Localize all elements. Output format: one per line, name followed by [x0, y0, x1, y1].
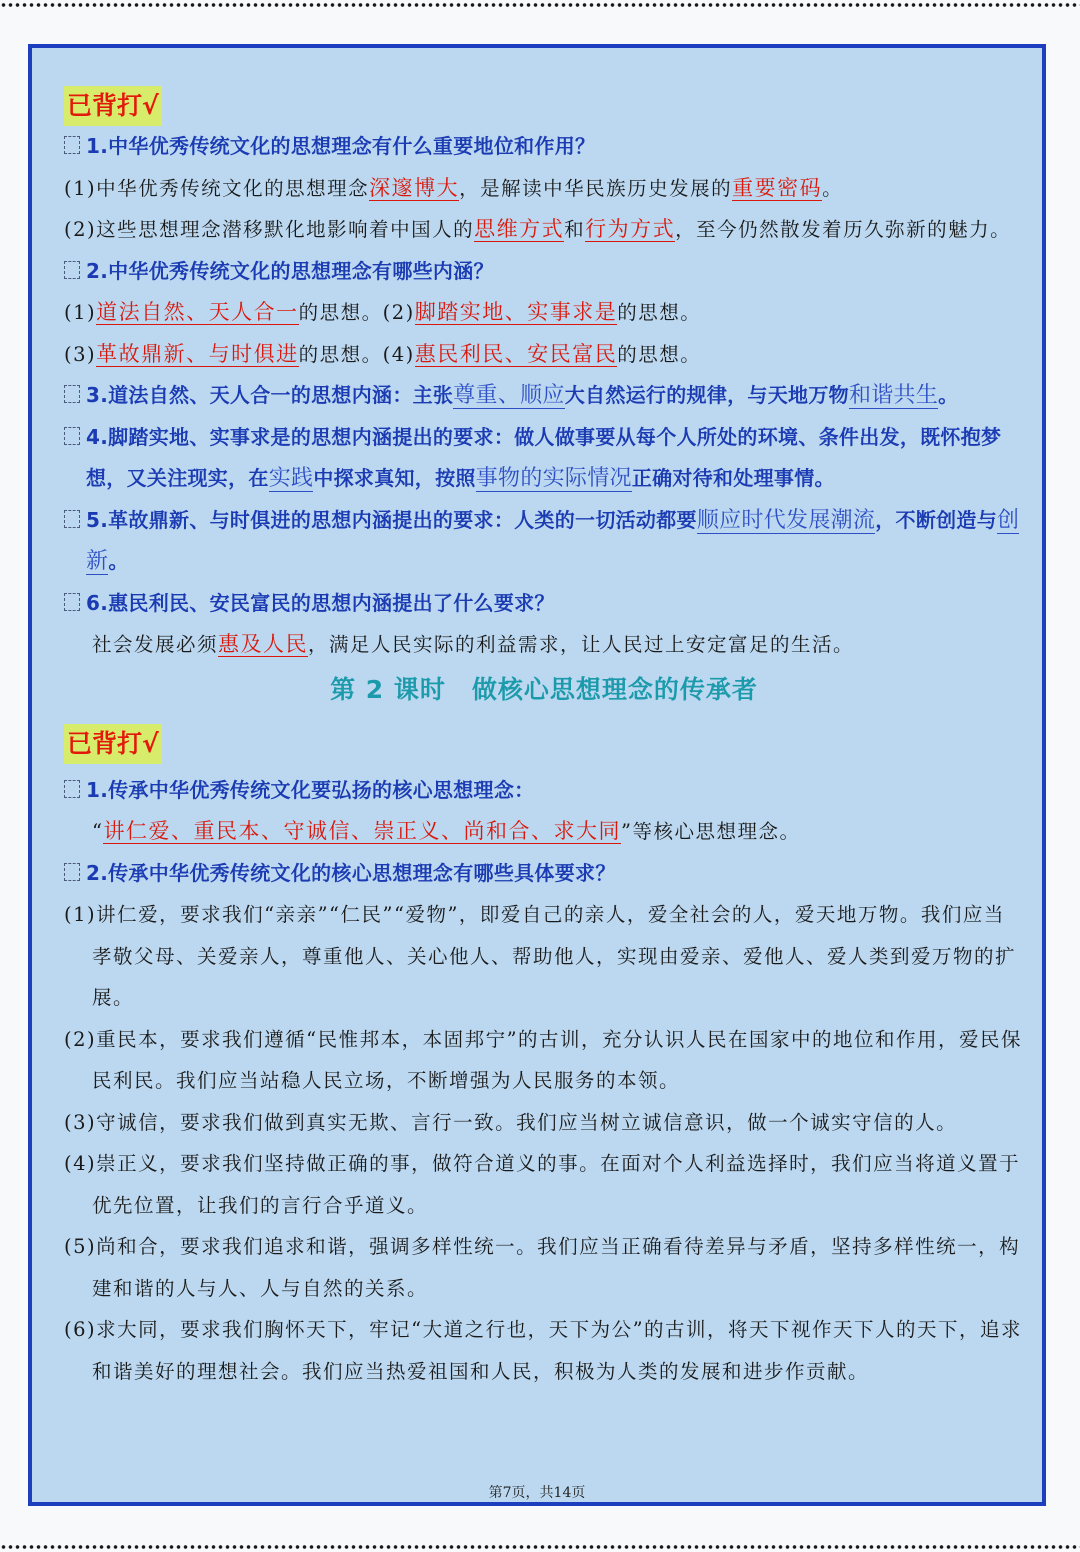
keyword: 创新 — [86, 507, 1020, 574]
question-5: 5.革故鼎新、与时俱进的思想内涵提出的要求：人类的一切活动都要顺应时代发展潮流，不断创造与创新。 — [64, 500, 1024, 583]
checkbox-icon[interactable] — [64, 863, 80, 881]
checkbox-icon[interactable] — [64, 385, 80, 403]
memorized-tag: 已背打√ — [64, 724, 162, 764]
page-frame — [28, 44, 1046, 1506]
keyword: 革故鼎新、与时俱进 — [96, 341, 299, 366]
lesson2-question-1: 1.传承中华优秀传统文化要弘扬的核心思想理念： — [64, 770, 1024, 812]
keyword: 思维方式 — [474, 217, 565, 241]
checkbox-icon[interactable] — [64, 261, 80, 279]
checkbox-icon[interactable] — [64, 593, 80, 611]
keyword: 实践 — [268, 466, 314, 491]
page-content — [64, 82, 1024, 1392]
requirement-item: (4)崇正义，要求我们坚持做正确的事，做符合道义的事。在面对个人利益选择时，我们应当将道义置于优先位置，让我们的言行合乎道义。 — [64, 1152, 1021, 1217]
question-4: 4.脚踏实地、实事求是的思想内涵提出的要求：做人做事要从每个人所处的环境、条件出发，既怀抱梦想，又关注现实，在实践中探求真知，按照事物的实际情况正确对待和处理事情。 — [64, 417, 1024, 500]
keyword: 重要密码 — [732, 175, 823, 200]
top-dotted-border — [0, 2, 1080, 8]
keyword: 尊重、顺应 — [453, 383, 565, 408]
keyword: 讲仁爱、重民本、守诚信、崇正义、尚和合、求大同 — [103, 819, 621, 843]
keyword: 事物的实际情况 — [475, 466, 632, 491]
lesson-title: 第 2 课时 做核心思想理念的传承者 — [330, 674, 758, 704]
checkbox-icon[interactable] — [64, 136, 80, 154]
requirement-item: (1)讲仁爱，要求我们“亲亲”“仁民”“爱物”，即爱自己的亲人，爱全社会的人，爱天地万物。我们应当孝敬父母、关爱亲人，尊重他人、关心他人、帮助他人，实现由爱亲、爱他人、爱人类到爱万物的扩展。 — [64, 903, 1017, 1009]
lesson2-answer-1: “讲仁爱、重民本、守诚信、崇正义、尚和合、求大同”等核心思想理念。 — [92, 819, 801, 843]
checkbox-icon[interactable] — [64, 510, 80, 528]
bottom-dotted-border — [0, 1544, 1080, 1550]
keyword: 深邃博大 — [369, 175, 460, 200]
requirement-item: (3)守诚信，要求我们做到真实无欺、言行一致。我们应当树立诚信意识，做一个诚实守信的人。 — [64, 1110, 958, 1134]
memorized-tag: 已背打√ — [64, 86, 162, 126]
checkbox-icon[interactable] — [64, 780, 80, 798]
question-6: 6.惠民利民、安民富民的思想内涵提出了什么要求？ — [64, 583, 1024, 625]
keyword: 和谐共生 — [848, 383, 939, 408]
answer-6: 社会发展必须惠及人民，满足人民实际的利益需求，让人民过上安定富足的生活。 — [92, 632, 855, 656]
requirement-item: (6)求大同，要求我们胸怀天下，牢记“大道之行也，天下为公”的古训，将天下视作天下人的天下，追求和谐美好的理想社会。我们应当热爱祖国和人民，积极为人类的发展和进步作贡献。 — [64, 1318, 1023, 1383]
answer-1-2: (2)这些思想理念潜移默化地影响着中国人的思维方式和行为方式，至今仍然散发着历久弥新的魅力。 — [64, 217, 1012, 241]
page-number: 第7页，共14页 — [488, 1485, 586, 1501]
requirement-item: (2)重民本，要求我们遵循“民惟邦本，本固邦宁”的古训，充分认识人民在国家中的地位和作用，爱民保民利民。我们应当站稳人民立场，不断增强为人民服务的本领。 — [64, 1027, 1023, 1092]
keyword: 道法自然、天人合一 — [96, 300, 299, 324]
keyword: 行为方式 — [585, 217, 676, 241]
answer-1-1: (1)中华优秀传统文化的思想理念深邃博大，是解读中华民族历史发展的重要密码。 — [64, 175, 844, 200]
question-2: 2.中华优秀传统文化的思想理念有哪些内涵？ — [64, 251, 1024, 293]
keyword: 惠民利民、安民富民 — [414, 341, 618, 366]
checkbox-icon[interactable] — [64, 427, 80, 445]
answer-2-line-1: (1)道法自然、天人合一的思想。(2)脚踏实地、实事求是的思想。 — [64, 300, 702, 324]
lesson2-question-2: 2.传承中华优秀传统文化的核心思想理念有哪些具体要求？ — [64, 853, 1024, 895]
keyword: 顺应时代发展潮流 — [696, 507, 876, 533]
keyword: 惠及人民 — [218, 632, 309, 656]
question-1: 1.中华优秀传统文化的思想理念有什么重要地位和作用？ — [64, 126, 1024, 168]
keyword: 脚踏实地、实事求是 — [414, 300, 618, 324]
question-3: 3.道法自然、天人合一的思想内涵：主张尊重、顺应大自然运行的规律，与天地万物和谐共生。 — [64, 375, 1024, 417]
answer-2-line-2: (3)革故鼎新、与时俱进的思想。(4)惠民利民、安民富民的思想。 — [64, 341, 702, 366]
requirement-item: (5)尚和合，要求我们追求和谐，强调多样性统一。我们应当正确看待差异与矛盾，坚持多样性统一，构建和谐的人与人、人与自然的关系。 — [64, 1235, 1021, 1300]
